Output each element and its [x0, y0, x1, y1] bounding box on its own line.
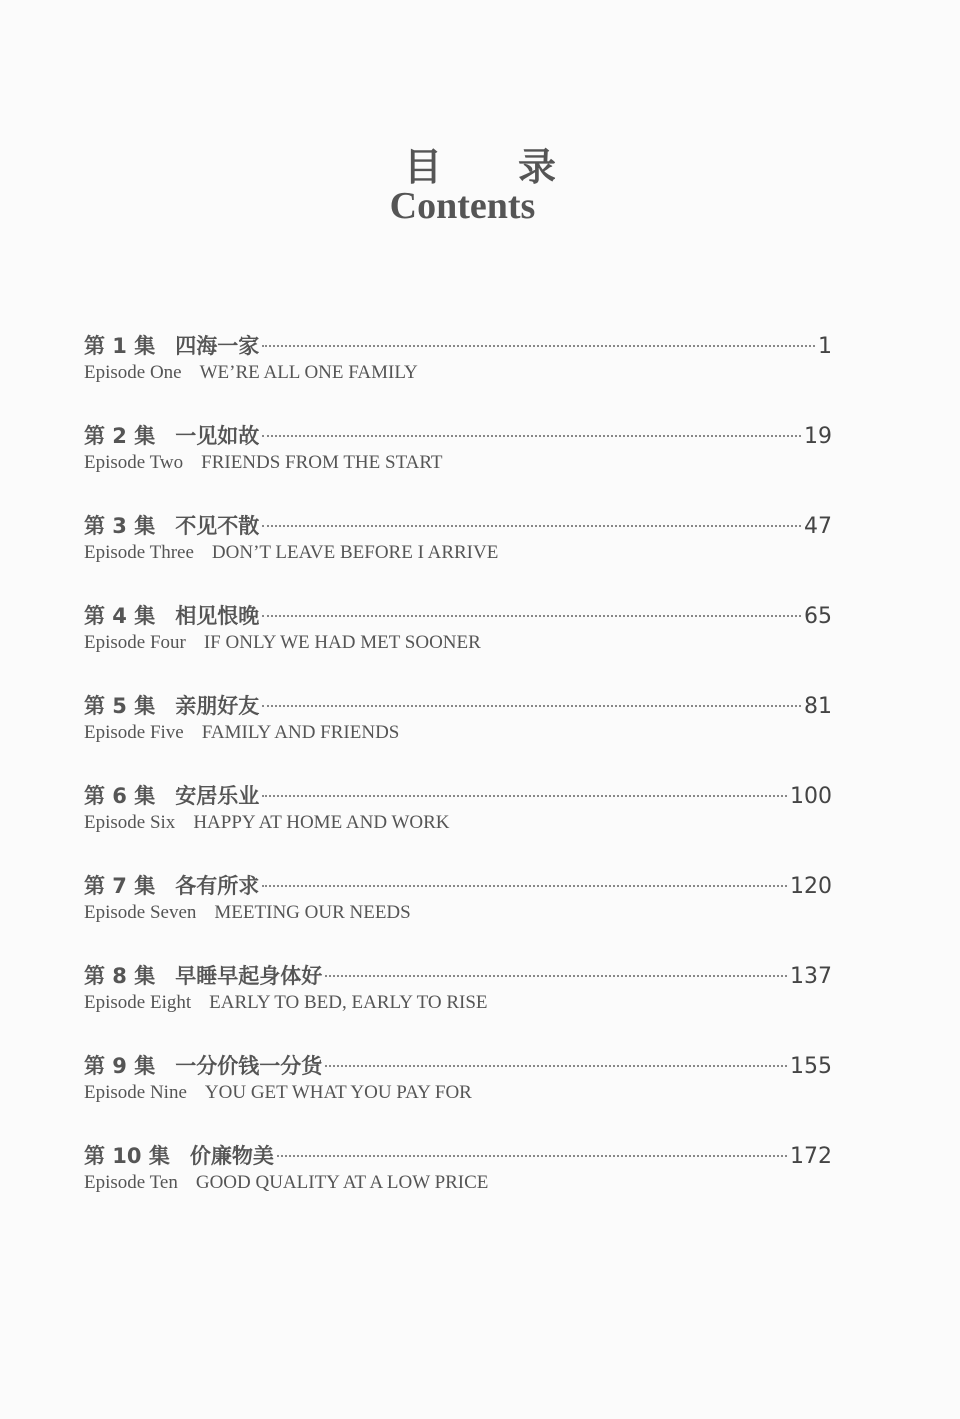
dot-leader: [277, 1155, 787, 1157]
episode-title-cn: 相见恨晚: [175, 604, 260, 628]
episode-title-en: DON’T LEAVE BEFORE I ARRIVE: [211, 542, 499, 563]
episode-number-cn: 第 9 集: [84, 1054, 156, 1078]
episode-number-en: Episode Five: [84, 722, 184, 743]
episode-number-en: Episode Three: [84, 542, 194, 563]
dot-leader: [262, 705, 801, 707]
episode-number-cn: 第 3 集: [84, 514, 156, 538]
page-number: 47: [804, 514, 832, 539]
toc-entry[interactable]: [84, 870, 832, 960]
page-number: 155: [790, 1054, 832, 1079]
dot-leader: [262, 885, 787, 887]
episode-title-cn: 不见不散: [175, 514, 260, 538]
episode-number-cn: 第 10 集: [84, 1144, 170, 1168]
episode-number-en: Episode Seven: [84, 902, 197, 923]
episode-title-en: MEETING OUR NEEDS: [214, 902, 411, 923]
title-char-left: 目: [403, 145, 442, 189]
episode-title-cn: 一分价钱一分货: [175, 1054, 323, 1078]
episode-title-en: FAMILY AND FRIENDS: [201, 722, 400, 743]
episode-title-en: EARLY TO BED, EARLY TO RISE: [209, 992, 488, 1013]
episode-number-en: Episode Six: [84, 812, 176, 833]
page-number: 120: [790, 874, 832, 899]
episode-title-cn: 一见如故: [175, 424, 260, 448]
episode-number-en: Episode Four: [84, 632, 186, 653]
episode-title-en: FRIENDS FROM THE START: [201, 452, 443, 473]
episode-title-en: GOOD QUALITY AT A LOW PRICE: [195, 1172, 489, 1193]
episode-number-cn: 第 1 集: [84, 334, 156, 358]
episode-title-cn: 各有所求: [175, 874, 260, 898]
dot-leader: [262, 795, 787, 797]
episode-number-en: Episode One: [84, 362, 182, 383]
toc-entry[interactable]: [84, 780, 832, 870]
episode-number-cn: 第 4 集: [84, 604, 156, 628]
dot-leader: [262, 345, 815, 347]
toc-entry[interactable]: [84, 690, 832, 780]
dot-leader: [262, 435, 801, 437]
page-number: 100: [790, 784, 832, 809]
episode-number-en: Episode Two: [84, 452, 184, 473]
episode-title-en: YOU GET WHAT YOU PAY FOR: [204, 1082, 472, 1103]
page-number: 65: [804, 604, 832, 629]
toc-entry[interactable]: [84, 1050, 832, 1140]
toc-entry[interactable]: [84, 510, 832, 600]
episode-number-en: Episode Ten: [84, 1172, 178, 1193]
episode-number-en: Episode Nine: [84, 1082, 187, 1103]
toc-entry[interactable]: [84, 600, 832, 690]
dot-leader: [325, 975, 787, 977]
episode-title-en: IF ONLY WE HAD MET SOONER: [203, 632, 481, 653]
page-number: 81: [804, 694, 832, 719]
table-of-contents: [84, 330, 832, 1230]
episode-number-cn: 第 7 集: [84, 874, 156, 898]
toc-entry[interactable]: [84, 420, 832, 510]
dot-leader: [325, 1065, 787, 1067]
page-number: 137: [790, 964, 832, 989]
dot-leader: [262, 615, 801, 617]
toc-entry[interactable]: [84, 960, 832, 1050]
episode-title-en: HAPPY AT HOME AND WORK: [193, 812, 450, 833]
episode-title-en: WE’RE ALL ONE FAMILY: [199, 362, 418, 383]
episode-number-en: Episode Eight: [84, 992, 192, 1013]
page-number: 172: [790, 1144, 832, 1169]
episode-title-cn: 早睡早起身体好: [175, 964, 323, 988]
page-title-chinese: [0, 136, 960, 191]
episode-number-cn: 第 5 集: [84, 694, 156, 718]
episode-title-cn: 亲朋好友: [175, 694, 260, 718]
toc-entry[interactable]: [84, 1140, 832, 1230]
title-char-right: 录: [518, 145, 557, 189]
episode-number-cn: 第 6 集: [84, 784, 156, 808]
episode-title-cn: 安居乐业: [175, 784, 260, 808]
episode-number-cn: 第 2 集: [84, 424, 156, 448]
page-number: 1: [818, 334, 832, 359]
dot-leader: [262, 525, 801, 527]
episode-title-cn: 价廉物美: [189, 1144, 274, 1168]
episode-title-cn: 四海一家: [175, 334, 260, 358]
episode-number-cn: 第 8 集: [84, 964, 156, 988]
toc-entry[interactable]: [84, 330, 832, 420]
page-title-english: Contents: [389, 185, 536, 227]
page-number: 19: [804, 424, 832, 449]
